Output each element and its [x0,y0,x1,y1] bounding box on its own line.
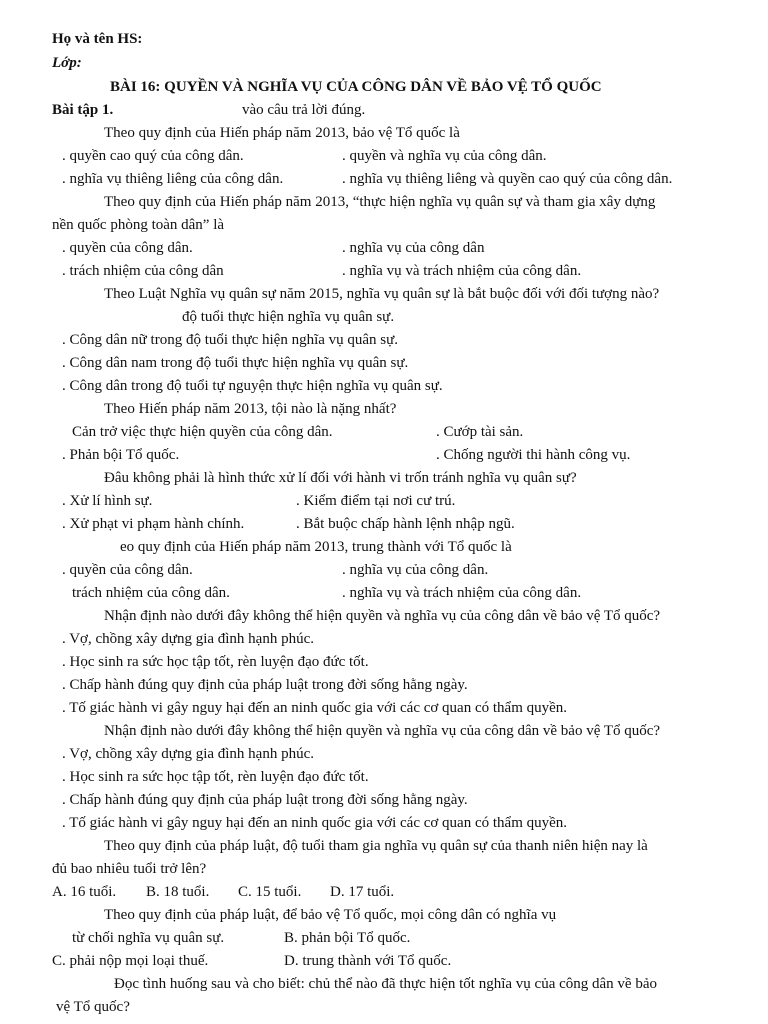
question-4-option-d: . Chống người thi hành công vụ. [436,447,631,463]
exercise-instruction: vào câu trả lời đúng. [242,102,366,118]
question-6-stem: eo quy định của Hiến pháp năm 2013, trung thành với Tổ quốc là [120,539,512,555]
question-10-option-c: C. phải nộp mọi loại thuế. [52,953,209,969]
lesson-title: BÀI 16: QUYỀN VÀ NGHĨA VỤ CỦA CÔNG DÂN VỀ BẢO VỆ TỔ QUỐC [110,79,602,95]
question-9-option-c: C. 15 tuổi. [238,884,302,900]
exercise-label: Bài tập 1. [52,102,114,118]
question-4-stem: Theo Hiến pháp năm 2013, tội nào là nặng nhất? [104,401,397,417]
question-9-stem-continued: đủ bao nhiêu tuổi trở lên? [52,861,207,877]
question-5-option-c: . Xử phạt vi phạm hành chính. [62,516,245,532]
question-8-option-b: . Học sinh ra sức học tập tốt, rèn luyện đạo đức tốt. [62,769,369,785]
question-5-option-a: . Xử lí hình sự. [62,493,153,509]
question-10-option-b: B. phản bội Tổ quốc. [284,930,411,946]
question-2-option-c: . trách nhiệm của công dân [62,263,224,279]
question-10-stem: Theo quy định của pháp luật, để bảo vệ Tổ quốc, mọi công dân có nghĩa vụ [104,907,557,923]
question-7-stem: Nhận định nào dưới đây không thể hiện quyền và nghĩa vụ của công dân về bảo vệ Tổ quốc? [104,608,661,624]
question-2-option-a: . quyền của công dân. [62,240,193,256]
question-7-option-b: . Học sinh ra sức học tập tốt, rèn luyện đạo đức tốt. [62,654,369,670]
question-10-option-a: từ chối nghĩa vụ quân sự. [72,930,225,946]
question-1-option-c: . nghĩa vụ thiêng liêng của công dân. [62,171,284,187]
question-1-stem: Theo quy định của Hiến pháp năm 2013, bảo vệ Tổ quốc là [104,125,460,141]
question-5-stem: Đâu không phải là hình thức xử lí đối với hành vi trốn tránh nghĩa vụ quân sự? [104,470,577,486]
question-9-stem: Theo quy định của pháp luật, độ tuổi tham gia nghĩa vụ quân sự của thanh niên hiện nay là [104,838,648,854]
question-2-stem-continued: nền quốc phòng toàn dân” là [52,217,225,233]
question-4-option-a: Cản trở việc thực hiện quyền của công dân. [72,424,333,440]
question-7-option-a: . Vợ, chồng xây dựng gia đình hạnh phúc. [62,631,314,647]
question-5-option-d: . Bắt buộc chấp hành lệnh nhập ngũ. [296,516,515,532]
question-3-option-b: . Công dân nam trong độ tuổi thực hiện nghĩa vụ quân sự. [62,355,409,371]
question-2-option-b: . nghĩa vụ của công dân [342,240,485,256]
question-8-option-d: . Tố giác hành vi gây nguy hại đến an ninh quốc gia với các cơ quan có thẩm quyền. [62,815,568,831]
question-2-stem: Theo quy định của Hiến pháp năm 2013, “thực hiện nghĩa vụ quân sự và tham gia xây dựng [104,194,656,210]
question-2-option-d: . nghĩa vụ và trách nhiệm của công dân. [342,263,582,279]
question-7-option-d: . Tố giác hành vi gây nguy hại đến an ninh quốc gia với các cơ quan có thẩm quyền. [62,700,568,716]
question-7-option-c: . Chấp hành đúng quy định của pháp luật trong đời sống hằng ngày. [62,677,468,693]
question-3-option-c: . Công dân trong độ tuổi tự nguyện thực hiện nghĩa vụ quân sự. [62,378,443,394]
question-5-option-b: . Kiểm điểm tại nơi cư trú. [296,493,456,509]
question-1-option-b: . quyền và nghĩa vụ của công dân. [342,148,547,164]
question-9-option-a: A. 16 tuổi. [52,884,117,900]
class-label: Lớp: [52,55,82,71]
question-4-option-c: . Phản bội Tổ quốc. [62,447,180,463]
question-4-option-b: . Cướp tài sản. [436,424,524,440]
question-3-stem-continued: độ tuổi thực hiện nghĩa vụ quân sự. [182,309,395,325]
question-1-option-d: . nghĩa vụ thiêng liêng và quyền cao quý của công dân. [342,171,673,187]
question-6-option-a: . quyền của công dân. [62,562,193,578]
question-6-option-c: trách nhiệm của công dân. [72,585,230,601]
question-6-option-d: . nghĩa vụ và trách nhiệm của công dân. [342,585,582,601]
question-8-option-c: . Chấp hành đúng quy định của pháp luật trong đời sống hằng ngày. [62,792,468,808]
question-6-option-b: . nghĩa vụ của công dân. [342,562,489,578]
question-3-stem: Theo Luật Nghĩa vụ quân sự năm 2015, nghĩa vụ quân sự là bắt buộc đối với đối tượng nào? [104,286,660,302]
question-3-option-a: . Công dân nữ trong độ tuổi thực hiện nghĩa vụ quân sự. [62,332,399,348]
question-8-stem: Nhận định nào dưới đây không thể hiện quyền và nghĩa vụ của công dân về bảo vệ Tổ quốc? [104,723,661,739]
question-9-option-d: D. 17 tuổi. [330,884,395,900]
question-11-stem: Đọc tình huống sau và cho biết: chủ thể nào đã thực hiện tốt nghĩa vụ của công dân về bảo [114,976,657,992]
student-name-label: Họ và tên HS: [52,31,143,47]
question-1-option-a: . quyền cao quý của công dân. [62,148,244,164]
question-11-stem-continued: vệ Tổ quốc? [56,999,130,1015]
question-10-option-d: D. trung thành với Tổ quốc. [284,953,452,969]
question-9-option-b: B. 18 tuổi. [146,884,210,900]
question-8-option-a: . Vợ, chồng xây dựng gia đình hạnh phúc. [62,746,314,762]
